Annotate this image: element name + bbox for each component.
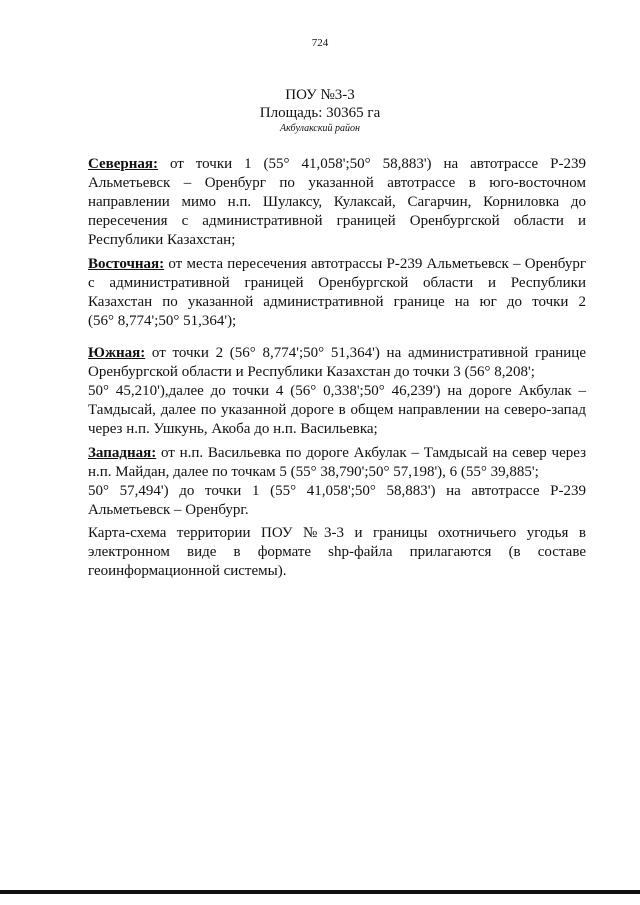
north-boundary-text: от точки 1 (55° 41,058';50° 58,883') на автотрассе Р-239	[158, 156, 586, 172]
east-boundary-label: Восточная:	[88, 256, 165, 272]
west-boundary-line-4: Альметьевск – Оренбург.	[88, 502, 249, 518]
district-name: Акбулакский район	[280, 123, 360, 134]
north-boundary-line-4: пересечения с административной границей Оренбургской области и	[88, 213, 586, 229]
north-boundary-label: Северная:	[88, 156, 159, 172]
east-boundary-line-3: Казахстан по указанной административной границе на юг до точки 2	[88, 294, 586, 310]
west-boundary-label: Западная:	[88, 445, 157, 461]
map-note-paragraph	[88, 524, 586, 581]
south-boundary-line-1	[88, 344, 586, 363]
east-boundary-line-4: (56° 8,774';50° 51,364');	[88, 313, 237, 329]
east-boundary-line-2: с административной границей Оренбургской области и Республики	[88, 275, 586, 291]
north-boundary-section	[88, 155, 586, 250]
page-number: 724	[311, 37, 329, 49]
title-block	[0, 86, 640, 136]
north-boundary-line-5: Республики Казахстан;	[88, 232, 236, 248]
east-boundary-section	[88, 255, 586, 331]
map-note-line-3: геоинформационной системы).	[88, 563, 287, 579]
east-boundary-line-1	[88, 255, 586, 274]
west-boundary-section	[88, 444, 586, 520]
south-boundary-section	[88, 344, 586, 439]
area-line: Площадь: 30365 га	[259, 105, 381, 121]
south-boundary-line-3: 50° 45,210'),далее до точки 4 (56° 0,338';50° 46,239') на дороге Акбулак –	[88, 383, 586, 399]
south-boundary-text: от точки 2 (56° 8,774';50° 51,364') на административной границе	[145, 345, 586, 361]
north-boundary-line-2: Альметьевск – Оренбург по указанной автотрассе в юго-восточном	[88, 175, 586, 191]
map-note-line-1: Карта-схема территории ПОУ №3-3 и границы охотничьего угодья в	[88, 525, 586, 541]
south-boundary-line-5: через н.п. Ушкунь, Акоба до н.п. Васильевка;	[88, 421, 378, 437]
bottom-rule	[0, 890, 640, 894]
west-boundary-text: от н.п. Васильевка по дороге Акбулак – Тамдысай на север через	[156, 445, 586, 461]
south-boundary-line-4: Тамдысай, далее по указанной дороге в общем направлении на северо-запад	[88, 402, 586, 418]
east-boundary-text: от места пересечения автотрассы Р-239 Альметьевск – Оренбург	[164, 256, 586, 272]
north-boundary-line-1	[88, 155, 586, 174]
map-note-line-2: электронном виде в формате shp-файла прилагаются (в составе	[88, 544, 586, 560]
south-boundary-label: Южная:	[88, 345, 146, 361]
document-title: ПОУ №3-3	[285, 87, 355, 103]
west-boundary-line-2: н.п. Майдан, далее по точкам 5 (55° 38,790';50° 57,198'), 6 (55° 39,885';	[88, 464, 539, 480]
south-boundary-line-2: Оренбургской области и Республики Казахстан до точки 3 (56° 8,208';	[88, 364, 535, 380]
west-boundary-line-1	[88, 444, 586, 463]
west-boundary-line-3: 50° 57,494') до точки 1 (55° 41,058';50° 58,883') на автотрассе Р-239	[88, 483, 586, 499]
north-boundary-line-3: направлении мимо н.п. Шулаксу, Кулаксай, Сагарчин, Корниловка до	[88, 194, 586, 210]
